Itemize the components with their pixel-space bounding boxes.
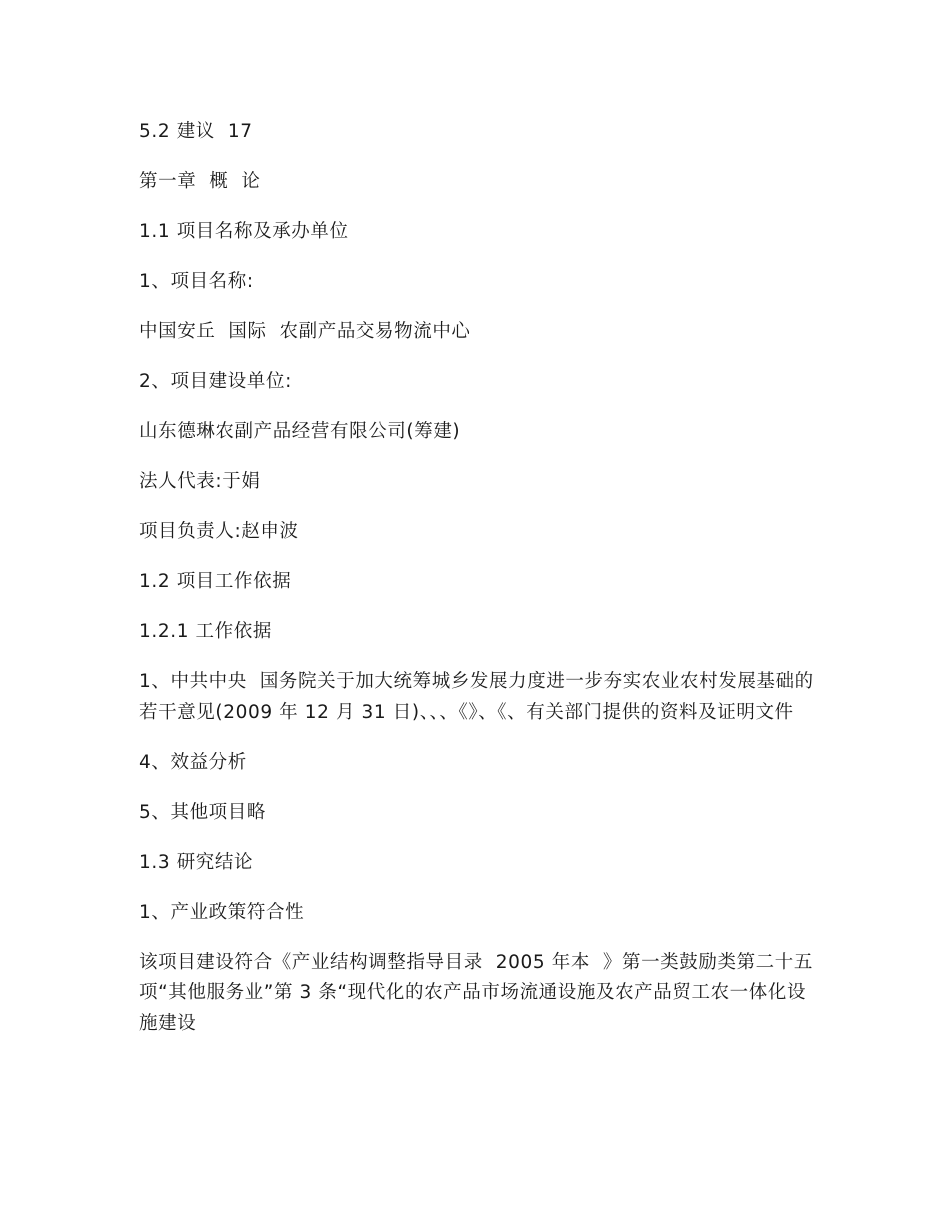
legal-representative: 法人代表:于娟 bbox=[139, 471, 261, 492]
item-project-name-value: 中国安丘 国际 农副产品交易物流中心 bbox=[139, 321, 471, 342]
item-other-projects: 5、其他项目略 bbox=[139, 801, 266, 823]
item-policy-compliance: 1、产业政策符合性 bbox=[139, 901, 305, 923]
item-construction-unit-value: 山东德琳农副产品经营有限公司(筹建) bbox=[139, 421, 461, 442]
section-heading-1-2: 1.2 项目工作依据 bbox=[139, 571, 292, 592]
section-heading-1-1: 1.1 项目名称及承办单位 bbox=[139, 221, 349, 242]
chapter-heading: 第一章 概 论 bbox=[139, 171, 261, 192]
section-heading-1-3: 1.3 研究结论 bbox=[139, 851, 254, 873]
policy-paragraph: 该项目建设符合《产业结构调整指导目录 2005 年本 》第一类鼓励类第二十五项“其他服务业”第 3 条“现代化的农产品市场流通设施及农产品贸工农一体化设施建设 bbox=[139, 951, 813, 1034]
subsection-heading-1-2-1: 1.2.1 工作依据 bbox=[139, 621, 272, 642]
project-leader: 项目负责人:赵申波 bbox=[139, 521, 299, 542]
item-construction-unit-label: 2、项目建设单位: bbox=[139, 371, 292, 392]
toc-entry-suggestions: 5.2 建议 17 bbox=[139, 121, 253, 142]
document-page bbox=[139, 117, 819, 1059]
item-project-name-label: 1、项目名称: bbox=[139, 271, 254, 292]
basis-paragraph: 1、中共中央 国务院关于加大统筹城乡发展力度进一步夯实农业农村发展基础的若干意见(2009 年 12 月 31 日)、、、《》、《、有关部门提供的资料及证明文件 bbox=[139, 671, 814, 723]
item-benefit-analysis: 4、效益分析 bbox=[139, 751, 247, 773]
